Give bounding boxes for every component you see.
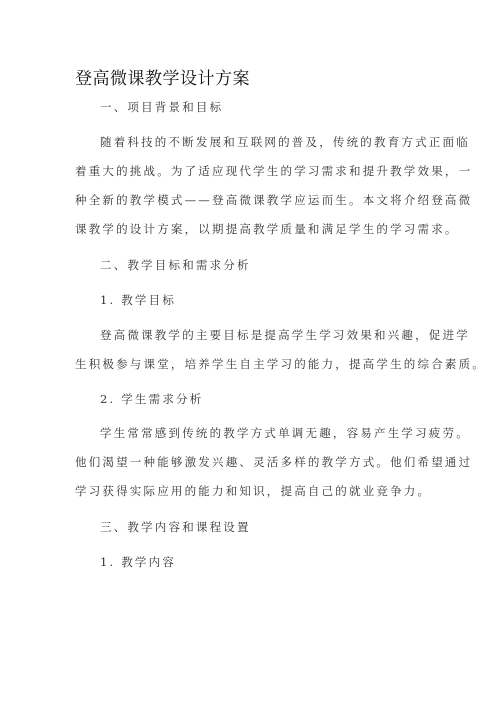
- paragraph-line: 课教学的设计方案，以期提高教学质量和满足学生的学习需求。: [75, 222, 459, 236]
- paragraph-line: 随着科技的不断发展和互联网的普及，传统的教育方式正面临: [100, 135, 470, 149]
- subsection-heading: 1. 教学内容: [100, 555, 177, 569]
- paragraph-line: 学习获得实际应用的能力和知识，提高自己的就业竞争力。: [75, 484, 432, 498]
- paragraph-line: 学生常常感到传统的教学方式单调无趣，容易产生学习疲劳。: [100, 426, 470, 440]
- section-heading: 三、教学内容和课程设置: [100, 520, 251, 534]
- section-heading: 一、项目背景和目标: [100, 100, 224, 114]
- paragraph-line: 种全新的教学模式——登高微课教学应运而生。本文将介绍登高微: [75, 193, 473, 207]
- document-title: 登高微课教学设计方案: [75, 69, 250, 89]
- paragraph-line: 着重大的挑战。为了适应现代学生的学习需求和提升教学效果，一: [75, 164, 473, 178]
- paragraph-line: 登高微课教学的主要目标是提高学生学习效果和兴趣，促进学: [100, 328, 470, 342]
- subsection-heading: 2. 学生需求分析: [100, 392, 204, 406]
- paragraph-line: 生积极参与课堂，培养学生自主学习的能力，提高学生的综合素质。: [75, 357, 486, 371]
- section-heading: 二、教学目标和需求分析: [100, 258, 251, 272]
- subsection-heading: 1. 教学目标: [100, 293, 177, 307]
- paragraph-line: 他们渴望一种能够激发兴趣、灵活多样的教学方式。他们希望通过: [75, 455, 473, 469]
